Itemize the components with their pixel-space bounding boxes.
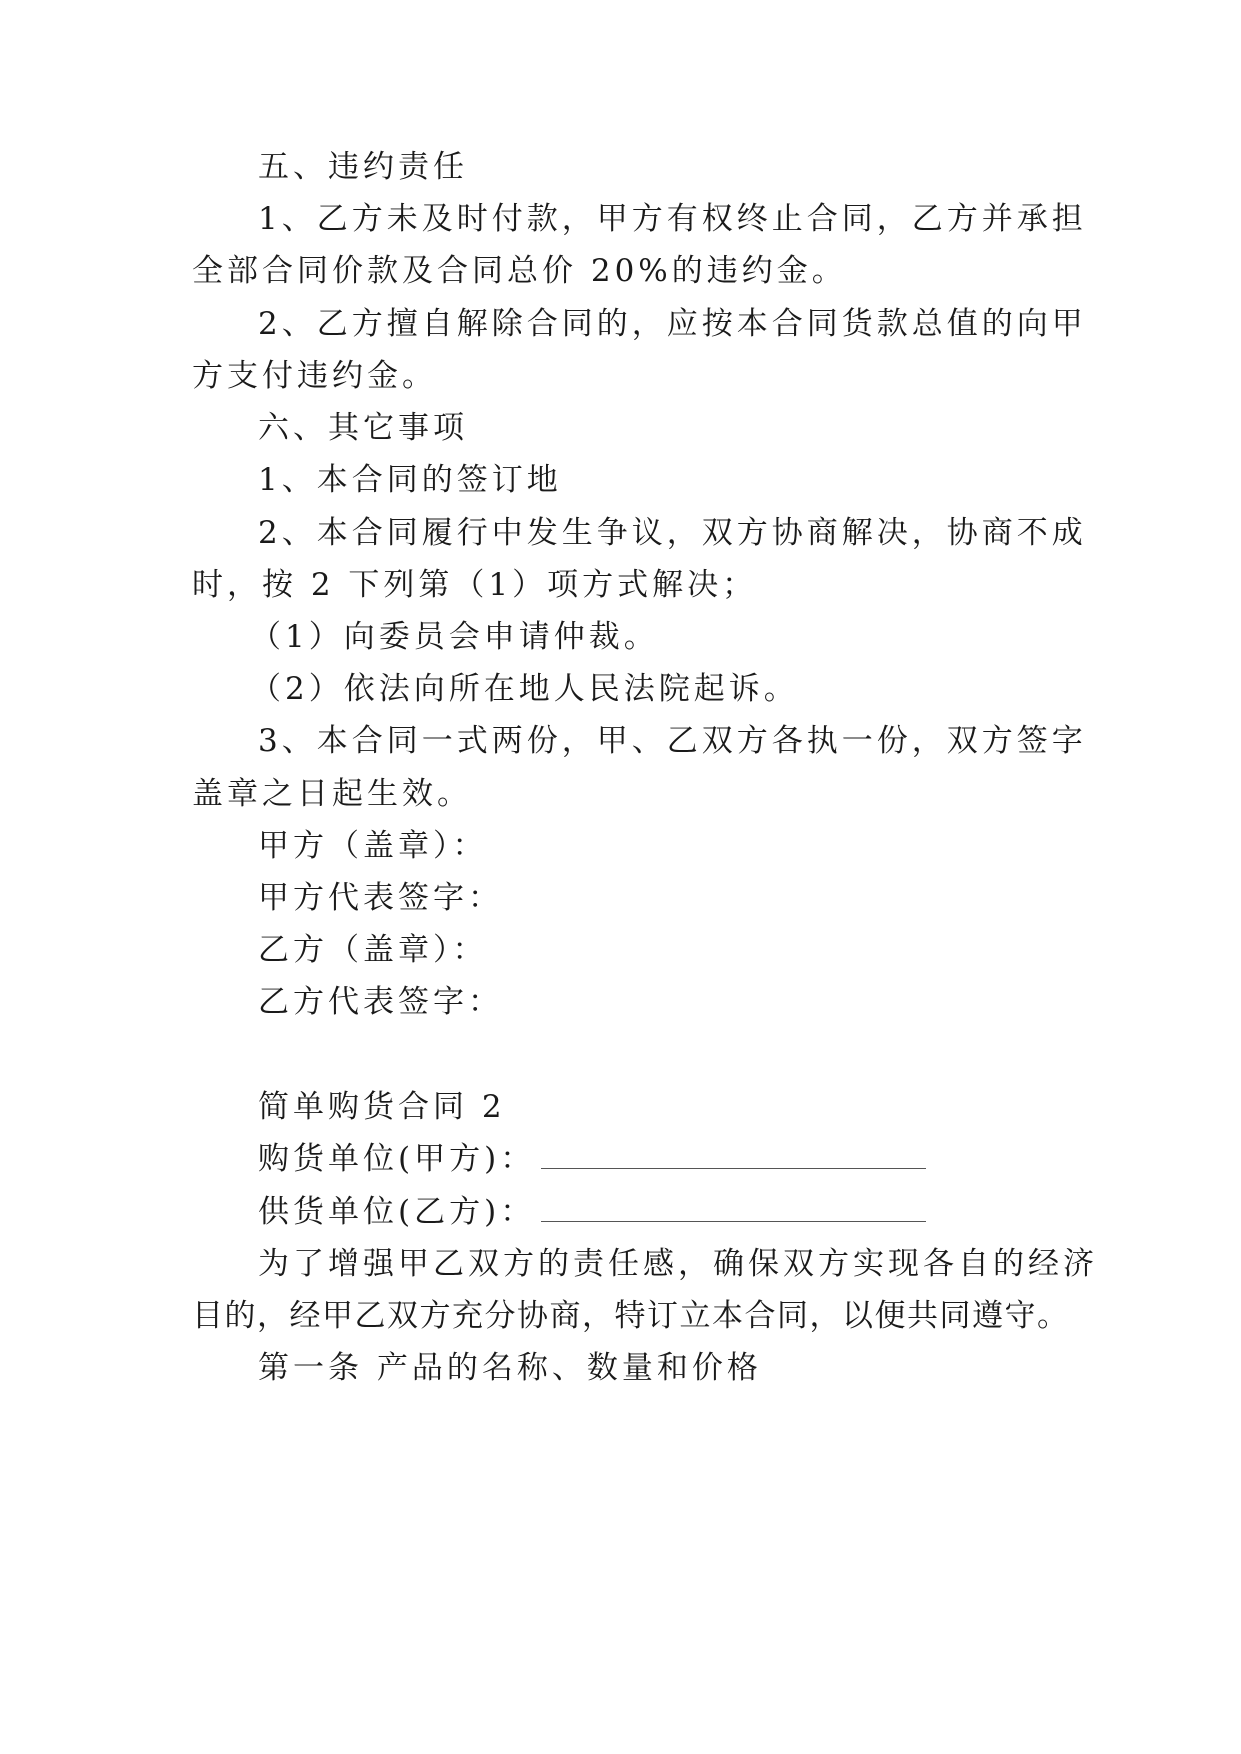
paragraph-line: 全部合同价款及合同总价 20%的违约金。	[192, 253, 847, 289]
buyer-blank	[541, 1142, 926, 1169]
buyer-label: 购货单位(甲方)：	[258, 1141, 536, 1177]
section-heading-breach: 五、违约责任	[258, 149, 468, 185]
article-heading: 第一条 产品的名称、数量和价格	[258, 1350, 762, 1386]
paragraph-line: 为了增强甲乙双方的责任感，确保双方实现各自的经济	[258, 1246, 1098, 1282]
signature-line: 甲方（盖章）：	[258, 828, 488, 864]
supplier-label: 供货单位(乙方)：	[258, 1194, 536, 1230]
contract-title: 简单购货合同 2	[258, 1089, 506, 1125]
paragraph-line: 2、乙方擅自解除合同的，应按本合同货款总值的向甲	[258, 306, 1087, 342]
paragraph-line: 方支付违约金。	[192, 358, 437, 394]
list-item: （2）依法向所在地人民法院起诉。	[250, 671, 799, 707]
paragraph-line: 时，按 2 下列第（1）项方式解决；	[192, 567, 758, 603]
signature-line: 乙方代表签字：	[258, 984, 503, 1020]
signature-line: 甲方代表签字：	[258, 880, 503, 916]
supplier-blank	[541, 1195, 926, 1222]
list-item: （1）向委员会申请仲裁。	[250, 619, 659, 655]
paragraph-line: 2、本合同履行中发生争议，双方协商解决，协商不成	[258, 515, 1087, 551]
signature-line: 乙方（盖章）：	[258, 932, 488, 968]
section-heading-other: 六、其它事项	[258, 410, 468, 446]
supplier-line	[258, 1193, 1118, 1231]
paragraph-line: 1、乙方未及时付款，甲方有权终止合同，乙方并承担	[258, 201, 1087, 237]
paragraph-line: 目的，经甲乙双方充分协商，特订立本合同，以便共同遵守。	[192, 1298, 1070, 1334]
buyer-line	[258, 1140, 1118, 1178]
paragraph-line: 3、本合同一式两份，甲、乙双方各执一份，双方签字	[258, 723, 1087, 759]
paragraph-line: 1、本合同的签订地	[258, 462, 562, 498]
paragraph-line: 盖章之日起生效。	[192, 776, 472, 812]
